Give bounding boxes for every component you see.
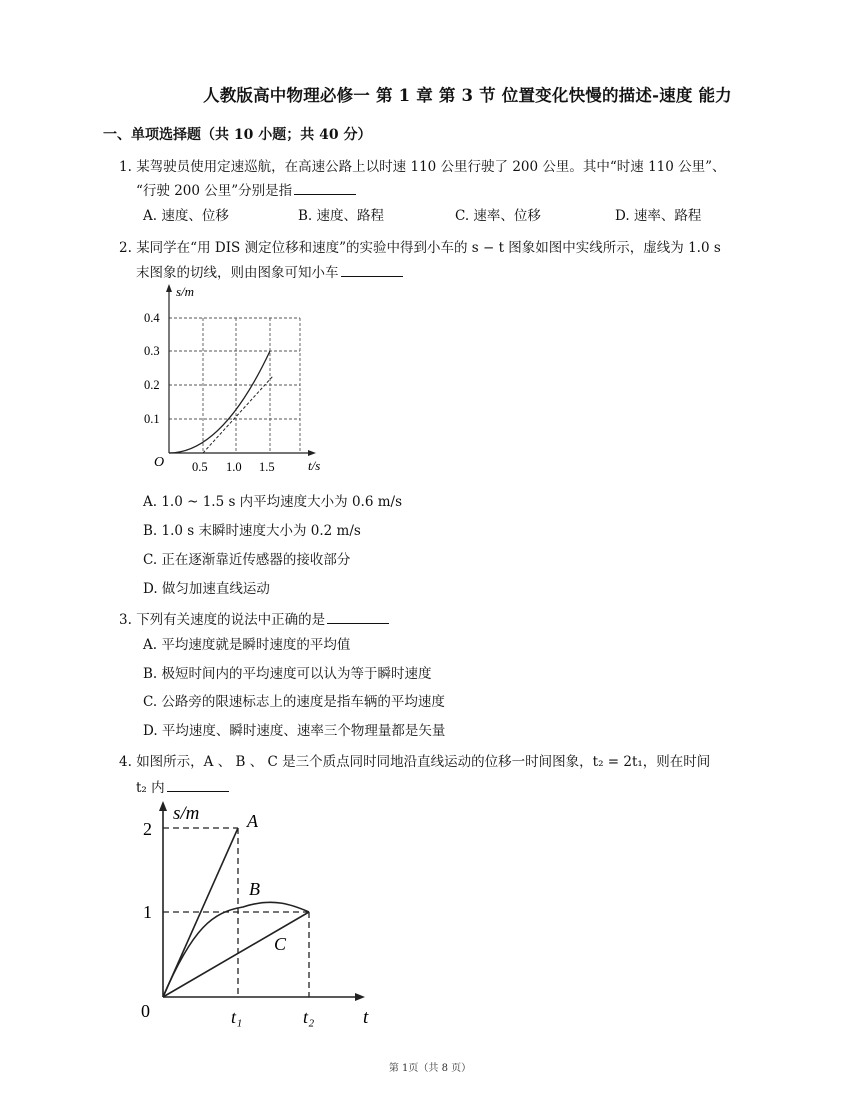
answer-blank xyxy=(327,611,389,624)
question-text: 如图所示，A 、 B 、 C 是三个质点同时同地沿直线运动的位移一时间图象，t₂ = 2t₁，则在时间 xyxy=(136,754,711,770)
question-text: 某驾驶员使用定速巡航，在高速公路上以时速 110 公里行驶了 200 公里。其中“时速 110 公里”、 xyxy=(136,159,726,175)
option-c: C. 速率、位移 xyxy=(455,208,541,224)
question-4 xyxy=(119,750,710,770)
question-number: 3. xyxy=(119,612,132,628)
option-b: B. 速度、路程 xyxy=(298,208,385,224)
y-tick: 0.1 xyxy=(144,412,160,426)
question-number: 1. xyxy=(119,159,132,175)
option-b: B. 1.0 s 末瞬时速度大小为 0.2 m/s xyxy=(143,523,361,539)
x-axis-label: t/s xyxy=(308,458,321,473)
origin-label: O xyxy=(154,455,165,470)
question-4-line2 xyxy=(136,776,229,796)
x-tick: 1.5 xyxy=(259,460,275,474)
curve-b xyxy=(163,902,309,997)
st-curve xyxy=(169,351,270,453)
question-3 xyxy=(119,608,389,628)
curve-label-c: C xyxy=(274,934,287,954)
option-c: C. 正在逐渐靠近传感器的接收部分 xyxy=(143,552,351,568)
option-c: C. 公路旁的限速标志上的速度是指车辆的平均速度 xyxy=(143,694,445,710)
option-a: A. 平均速度就是瞬时速度的平均值 xyxy=(143,637,351,653)
answer-blank xyxy=(341,264,403,277)
x-tick: t₂ xyxy=(303,1007,315,1027)
question-text: t₂ 内 xyxy=(136,780,165,796)
page-title: 人教版高中物理必修一 第 1 章 第 3 节 位置变化快慢的描述-速度 能力 xyxy=(203,86,732,105)
question-2 xyxy=(119,236,721,256)
question-text: 下列有关速度的说法中正确的是 xyxy=(136,612,326,628)
option-d: D. 速率、路程 xyxy=(615,208,702,224)
x-tick: t₁ xyxy=(231,1007,243,1027)
abc-graph xyxy=(133,797,393,1037)
y-tick: 1 xyxy=(143,902,152,922)
y-axis-label: s/m xyxy=(176,284,195,299)
x-tick: 0.5 xyxy=(192,460,208,474)
option-d: D. 做匀加速直线运动 xyxy=(143,581,270,597)
page-footer: 第 1页（共 8 页） xyxy=(388,1063,472,1074)
y-tick: 0.3 xyxy=(144,344,160,358)
option-a: A. 1.0 ~ 1.5 s 内平均速度大小为 0.6 m/s xyxy=(143,494,403,510)
origin-label: 0 xyxy=(141,1001,150,1021)
y-tick: 2 xyxy=(143,819,152,839)
y-axis-label: s/m xyxy=(173,803,200,824)
option-d: D. 平均速度、瞬时速度、速率三个物理量都是矢量 xyxy=(143,723,446,739)
question-1 xyxy=(119,155,726,175)
y-tick: 0.2 xyxy=(144,378,160,392)
question-text: 末图象的切线，则由图象可知小车 xyxy=(136,265,339,281)
option-b: B. 极短时间内的平均速度可以认为等于瞬时速度 xyxy=(143,666,432,682)
st-graph xyxy=(140,280,340,475)
curve-label-b: B xyxy=(249,879,260,899)
option-a: A. 速度、位移 xyxy=(143,208,229,224)
answer-blank xyxy=(294,182,356,195)
x-tick: 1.0 xyxy=(226,460,242,474)
question-1-line2 xyxy=(136,179,356,199)
question-text: 某同学在“用 DIS 测定位移和速度”的实验中得到小车的 s − t 图象如图中实线所示，虚线为 1.0 s xyxy=(136,240,721,256)
answer-blank xyxy=(167,779,229,792)
section-heading: 一、单项选择题（共 10 小题；共 40 分） xyxy=(103,127,372,143)
line-c xyxy=(163,912,309,997)
tangent-line xyxy=(203,376,273,453)
curve-label-a: A xyxy=(247,811,258,831)
question-2-line2 xyxy=(136,261,403,281)
question-number: 2. xyxy=(119,240,132,256)
question-text: “行驶 200 公里”分别是指 xyxy=(136,183,293,199)
y-tick: 0.4 xyxy=(144,311,160,325)
question-number: 4. xyxy=(119,754,132,770)
x-axis-label: t xyxy=(363,1007,369,1028)
